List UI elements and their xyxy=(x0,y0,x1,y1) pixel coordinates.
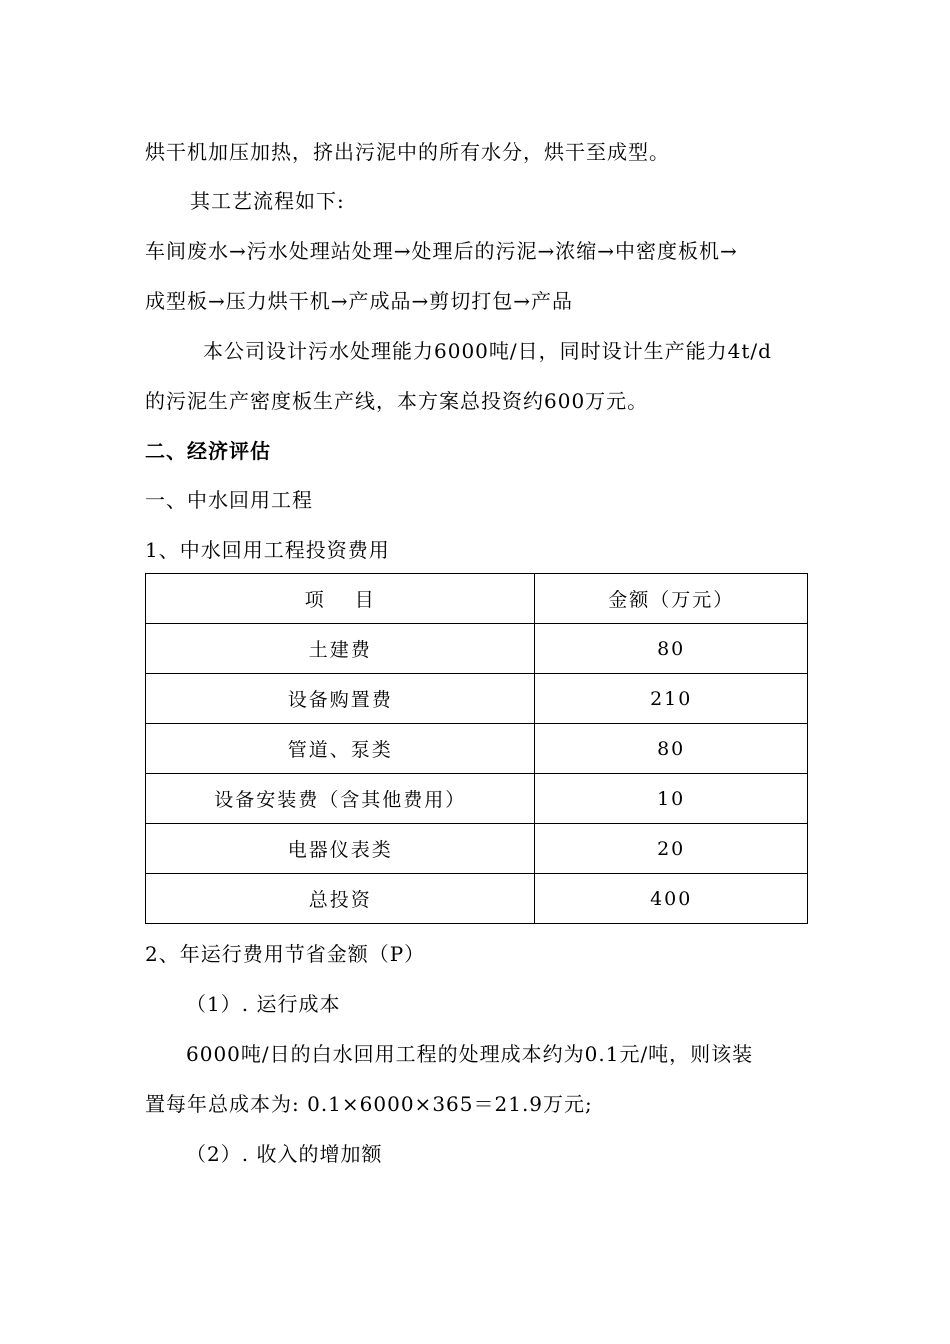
item-heading-income-increase: （2）. 收入的增加额 xyxy=(186,1142,383,1166)
table-cell-amount: 210 xyxy=(535,674,808,724)
section-heading-economic: 二、经济评估 xyxy=(145,439,271,463)
subsection-heading-savings: 2、年运行费用节省金额（P） xyxy=(145,942,426,966)
table-cell-item: 电器仪表类 xyxy=(146,824,535,874)
paragraph-process-flow-1: 车间废水→污水处理站处理→处理后的污泥→浓缩→中密度板机→ xyxy=(145,239,738,263)
table-cell-amount: 20 xyxy=(535,824,808,874)
table-row xyxy=(146,774,808,824)
paragraph-capacity-2: 的污泥生产密度板生产线，本方案总投资约600万元。 xyxy=(145,389,649,413)
subsection-heading-investment: 1、中水回用工程投资费用 xyxy=(145,538,390,562)
item-heading-operating-cost: （1）. 运行成本 xyxy=(186,992,341,1016)
table-cell-item: 土建费 xyxy=(146,624,535,674)
table-row xyxy=(146,724,808,774)
table-cell-amount: 400 xyxy=(535,874,808,924)
table-cell-amount: 80 xyxy=(535,624,808,674)
table-cell-item: 管道、泵类 xyxy=(146,724,535,774)
table-row xyxy=(146,824,808,874)
table-header-item: 项 目 xyxy=(146,574,535,624)
table-cell-amount: 10 xyxy=(535,774,808,824)
table-header-amount: 金额（万元） xyxy=(535,574,808,624)
table-row xyxy=(146,624,808,674)
table-cell-amount: 80 xyxy=(535,724,808,774)
paragraph-process-intro: 其工艺流程如下: xyxy=(190,189,345,213)
paragraph-drying: 烘干机加压加热，挤出污泥中的所有水分，烘干至成型。 xyxy=(145,140,670,164)
paragraph-cost-1: 6000吨/日的白水回用工程的处理成本约为0.1元/吨，则该装 xyxy=(186,1042,754,1066)
table-cell-item: 设备购置费 xyxy=(146,674,535,724)
investment-table xyxy=(145,573,808,924)
table-cell-item: 设备安装费（含其他费用） xyxy=(146,774,535,824)
subsection-heading-reuse: 一、中水回用工程 xyxy=(145,488,313,512)
paragraph-cost-2: 置每年总成本为: 0.1×6000×365＝21.9万元; xyxy=(145,1092,593,1116)
paragraph-process-flow-2: 成型板→压力烘干机→产成品→剪切打包→产品 xyxy=(145,289,574,313)
table-header-row xyxy=(146,574,808,624)
table-cell-item: 总投资 xyxy=(146,874,535,924)
table-row-total xyxy=(146,874,808,924)
paragraph-capacity-1: 本公司设计污水处理能力6000吨/日，同时设计生产能力4t/d xyxy=(203,339,772,363)
table-row xyxy=(146,674,808,724)
